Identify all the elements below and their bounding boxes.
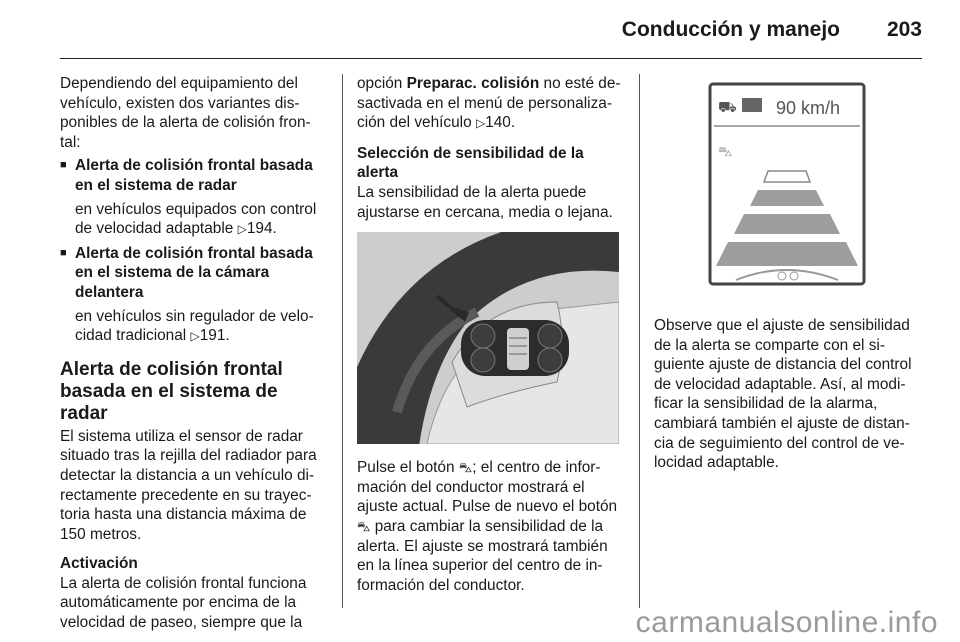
- page-header-title: Conducción y manejo: [621, 18, 840, 41]
- steering-wheel-image: [357, 232, 619, 444]
- press-paragraph: Pulse el botón ⛍; el centro de infor- mación del conductor mostrará el ajuste actual. Pulse de nuevo el botón ⛍ para cambiar la sensibilidad de la alerta. El ajuste se mostrará también en la línea superior del centro de in- formación del conductor.: [357, 459, 618, 594]
- steering-wheel-illustration: [357, 232, 619, 444]
- driver-info-display-image: [654, 76, 916, 298]
- column-divider-2: [639, 74, 640, 608]
- sensitivity-button-icon: ⛍: [458, 460, 473, 476]
- note-paragraph: Observe que el ajuste de sensibilidad de la alerta se comparte con el si- guiente ajuste de distancia del control de velocidad adaptable. Así, al modi- ficar la sensibilidad de la alarma, cambiará también el ajuste de distan- cia de seguimiento del control de ve- locidad adaptable.: [654, 317, 912, 472]
- section-paragraph: El sistema utiliza el sensor de radar situado tras la rejilla del radiador para detectar la distancia a un vehículo di- rectamente precedente en su trayec- toria hasta una distancia máxima de 150 metros.: [60, 427, 317, 543]
- column-1: [60, 74, 326, 633]
- bullet-camera: [60, 244, 326, 347]
- option-paragraph: opción Preparac. colisión no esté de- sactivada en el menú de personaliza- ción del vehículo ▷ 140.: [357, 74, 623, 134]
- section-title: Alerta de colisión frontal basada en el sistema de radar: [60, 358, 283, 424]
- bullet-radar: [60, 156, 326, 239]
- watermark: carmanualsonline.info: [635, 606, 938, 639]
- collision-alert-icon: ⛍: [718, 144, 733, 160]
- activation-title: Activación: [60, 555, 138, 573]
- column-divider-1: [342, 74, 343, 608]
- bullet-radar-text: en vehículos equipados con control de velocidad adaptable ▷ 194.: [75, 200, 326, 240]
- page-ref: ▷ 194.: [238, 220, 277, 237]
- header-rule: [60, 58, 922, 59]
- column-2: [357, 74, 623, 595]
- sensitivity-title: Selección de sensibilidad de la alerta: [357, 144, 584, 182]
- column-3: [654, 74, 918, 473]
- bullet-camera-title: ■ Alerta de colisión frontal basada en el sistema de la cámara delantera: [75, 244, 313, 301]
- sensitivity-button-icon: ⛍: [357, 518, 371, 534]
- bullet-radar-title: ■ Alerta de colisión frontal basada en el sistema de radar: [75, 157, 313, 194]
- car-warning-icon: ⛟: [718, 98, 737, 116]
- sensitivity-paragraph: La sensibilidad de la alerta puede ajustarse en cercana, media o lejana.: [357, 183, 613, 221]
- page-number: 203: [886, 18, 922, 41]
- display-speed: 90 km/h: [776, 98, 841, 118]
- bullet-camera-text: en vehículos sin regulador de velo- cidad tradicional ▷ 191.: [75, 307, 326, 347]
- driver-info-display: [654, 76, 916, 298]
- page-ref: ▷ 191.: [191, 327, 230, 344]
- intro-paragraph: Dependiendo del equipamiento del vehículo, existen dos variantes dis- ponibles de la alerta de colisión fron- tal:: [60, 75, 311, 151]
- page-ref: ▷ 140.: [476, 114, 515, 131]
- activation-paragraph: La alerta de colisión frontal funciona automáticamente por encima de la velocidad de paseo, siempre que la: [60, 574, 307, 632]
